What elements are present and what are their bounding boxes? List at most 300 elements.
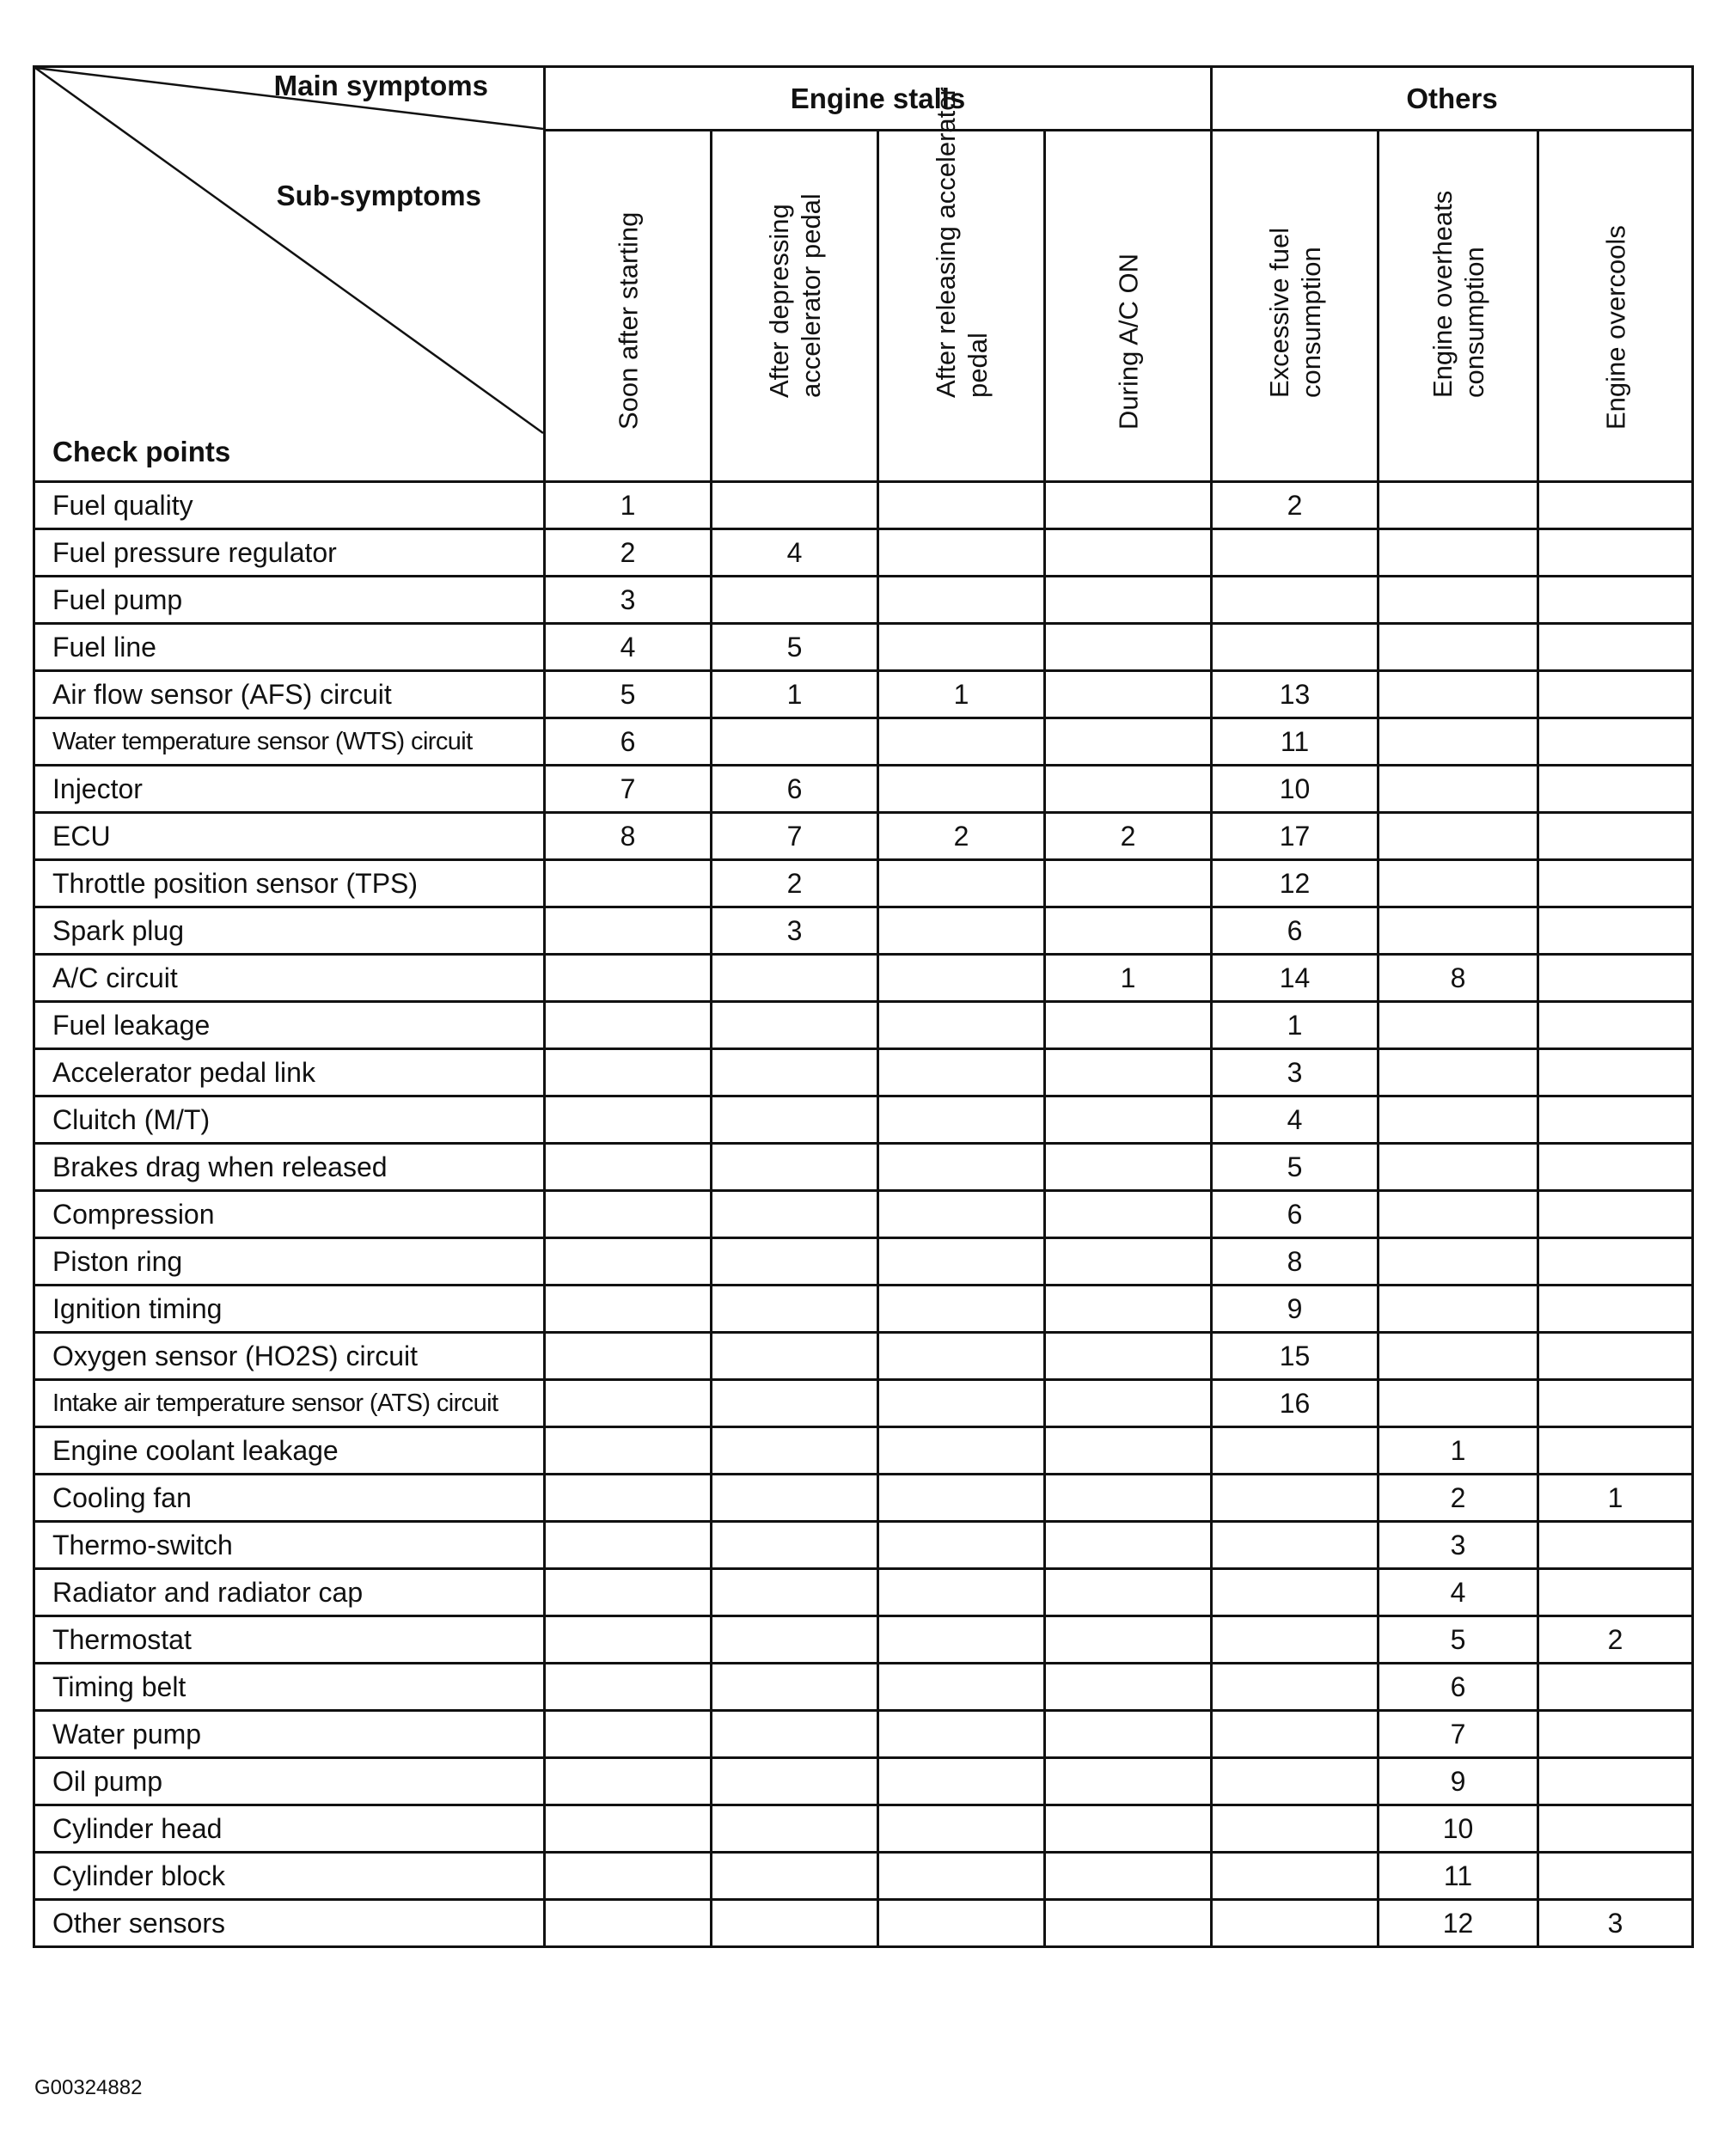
priority-cell bbox=[545, 1664, 712, 1711]
priority-cell bbox=[1212, 624, 1379, 671]
priority-cell bbox=[1379, 671, 1538, 718]
check-point-rows bbox=[34, 482, 1693, 1947]
priority-cell bbox=[1045, 1664, 1212, 1711]
priority-cell: 10 bbox=[1212, 766, 1379, 813]
subsymptom-label: After releasing accelerator pedal bbox=[930, 87, 993, 398]
priority-cell bbox=[1538, 1286, 1693, 1333]
priority-cell: 3 bbox=[1212, 1049, 1379, 1096]
priority-cell: 1 bbox=[1045, 955, 1212, 1002]
priority-cell bbox=[878, 482, 1045, 529]
priority-cell bbox=[1379, 860, 1538, 907]
table-row bbox=[34, 1616, 1693, 1664]
priority-cell: 1 bbox=[878, 671, 1045, 718]
priority-cell bbox=[878, 577, 1045, 624]
priority-cell: 7 bbox=[545, 766, 712, 813]
priority-cell bbox=[1538, 718, 1693, 766]
priority-cell: 1 bbox=[1212, 1002, 1379, 1049]
priority-cell bbox=[1538, 1049, 1693, 1096]
priority-cell bbox=[1379, 813, 1538, 860]
subsymptom-label: After depressing accelerator pedal bbox=[763, 193, 826, 398]
check-point-label: Engine coolant leakage bbox=[34, 1427, 545, 1475]
priority-cell bbox=[1045, 1427, 1212, 1475]
table-row bbox=[34, 718, 1693, 766]
priority-cell bbox=[545, 1333, 712, 1380]
priority-cell bbox=[878, 1522, 1045, 1569]
priority-cell bbox=[1538, 1002, 1693, 1049]
priority-cell bbox=[712, 955, 878, 1002]
priority-cell bbox=[878, 1096, 1045, 1144]
priority-cell bbox=[1379, 1002, 1538, 1049]
check-points-label: Check points bbox=[52, 436, 231, 467]
priority-cell bbox=[1212, 1475, 1379, 1522]
subsymptom-header bbox=[545, 131, 712, 482]
priority-cell bbox=[1538, 1711, 1693, 1758]
priority-cell: 14 bbox=[1212, 955, 1379, 1002]
symptom-check-table bbox=[33, 65, 1694, 1948]
check-point-label: Injector bbox=[34, 766, 545, 813]
priority-cell bbox=[545, 1144, 712, 1191]
priority-cell bbox=[1379, 907, 1538, 955]
priority-cell: 8 bbox=[545, 813, 712, 860]
priority-cell bbox=[1538, 1380, 1693, 1427]
check-point-label: Water pump bbox=[34, 1711, 545, 1758]
priority-cell bbox=[878, 1333, 1045, 1380]
table-row bbox=[34, 1286, 1693, 1333]
priority-cell bbox=[878, 1758, 1045, 1805]
priority-cell bbox=[545, 1427, 712, 1475]
priority-cell bbox=[1538, 1096, 1693, 1144]
priority-cell bbox=[1045, 1191, 1212, 1238]
table-row bbox=[34, 1096, 1693, 1144]
priority-cell bbox=[878, 907, 1045, 955]
priority-cell bbox=[712, 1333, 878, 1380]
priority-cell bbox=[1045, 1569, 1212, 1616]
priority-cell bbox=[878, 1427, 1045, 1475]
priority-cell: 1 bbox=[545, 482, 712, 529]
priority-cell bbox=[878, 1286, 1045, 1333]
check-point-label: Fuel pump bbox=[34, 577, 545, 624]
priority-cell: 8 bbox=[1379, 955, 1538, 1002]
table-row bbox=[34, 1569, 1693, 1616]
priority-cell bbox=[1212, 577, 1379, 624]
priority-cell bbox=[1379, 482, 1538, 529]
priority-cell bbox=[712, 577, 878, 624]
priority-cell: 3 bbox=[545, 577, 712, 624]
table-row bbox=[34, 1900, 1693, 1947]
priority-cell bbox=[545, 955, 712, 1002]
priority-cell bbox=[1045, 1380, 1212, 1427]
priority-cell bbox=[1538, 1758, 1693, 1805]
check-point-label: Radiator and radiator cap bbox=[34, 1569, 545, 1616]
check-point-label: Ignition timing bbox=[34, 1286, 545, 1333]
priority-cell bbox=[878, 1144, 1045, 1191]
priority-cell bbox=[545, 1758, 712, 1805]
subsymptom-header bbox=[1379, 131, 1538, 482]
priority-cell bbox=[545, 1569, 712, 1616]
priority-cell: 12 bbox=[1212, 860, 1379, 907]
check-point-label: Timing belt bbox=[34, 1664, 545, 1711]
priority-cell bbox=[1045, 1900, 1212, 1947]
priority-cell: 6 bbox=[712, 766, 878, 813]
priority-cell bbox=[1538, 1853, 1693, 1900]
check-point-label: ECU bbox=[34, 813, 545, 860]
table-row bbox=[34, 1853, 1693, 1900]
check-point-label: Fuel quality bbox=[34, 482, 545, 529]
priority-cell: 7 bbox=[1379, 1711, 1538, 1758]
priority-cell bbox=[1379, 1049, 1538, 1096]
priority-cell bbox=[712, 1569, 878, 1616]
priority-cell bbox=[712, 1616, 878, 1664]
priority-cell: 4 bbox=[1379, 1569, 1538, 1616]
subsymptom-header bbox=[712, 131, 878, 482]
check-point-label: Cluitch (M/T) bbox=[34, 1096, 545, 1144]
priority-cell: 8 bbox=[1212, 1238, 1379, 1286]
table-row bbox=[34, 813, 1693, 860]
subsymptom-header bbox=[1538, 131, 1693, 482]
priority-cell bbox=[1538, 482, 1693, 529]
priority-cell bbox=[878, 1049, 1045, 1096]
priority-cell: 15 bbox=[1212, 1333, 1379, 1380]
priority-cell bbox=[1538, 1238, 1693, 1286]
priority-cell bbox=[1212, 1805, 1379, 1853]
priority-cell: 7 bbox=[712, 813, 878, 860]
check-point-label: Oil pump bbox=[34, 1758, 545, 1805]
table-row bbox=[34, 624, 1693, 671]
sub-symptoms-label: Sub-symptoms bbox=[276, 180, 481, 211]
priority-cell bbox=[1045, 1002, 1212, 1049]
check-point-label: Water temperature sensor (WTS) circuit bbox=[34, 718, 545, 766]
priority-cell: 2 bbox=[878, 813, 1045, 860]
priority-cell bbox=[1538, 529, 1693, 577]
priority-cell bbox=[545, 907, 712, 955]
priority-cell: 4 bbox=[545, 624, 712, 671]
priority-cell bbox=[712, 1049, 878, 1096]
priority-cell bbox=[545, 1049, 712, 1096]
corner-diagonals bbox=[35, 68, 543, 480]
check-point-label: Cylinder block bbox=[34, 1853, 545, 1900]
priority-cell bbox=[712, 718, 878, 766]
priority-cell bbox=[1538, 1333, 1693, 1380]
priority-cell bbox=[1045, 1522, 1212, 1569]
priority-cell bbox=[878, 1616, 1045, 1664]
priority-cell: 1 bbox=[712, 671, 878, 718]
priority-cell: 16 bbox=[1212, 1380, 1379, 1427]
table-row bbox=[34, 1238, 1693, 1286]
table-row bbox=[34, 1664, 1693, 1711]
priority-cell: 2 bbox=[1212, 482, 1379, 529]
table-row bbox=[34, 1144, 1693, 1191]
table-row bbox=[34, 577, 1693, 624]
priority-cell bbox=[878, 860, 1045, 907]
priority-cell bbox=[545, 860, 712, 907]
priority-cell: 11 bbox=[1212, 718, 1379, 766]
priority-cell bbox=[878, 1569, 1045, 1616]
priority-cell bbox=[712, 1096, 878, 1144]
priority-cell bbox=[1212, 1427, 1379, 1475]
priority-cell bbox=[1212, 1569, 1379, 1616]
priority-cell bbox=[1045, 860, 1212, 907]
priority-cell bbox=[1212, 529, 1379, 577]
priority-cell bbox=[1538, 624, 1693, 671]
priority-cell bbox=[878, 955, 1045, 1002]
priority-cell bbox=[1538, 1522, 1693, 1569]
priority-cell bbox=[1538, 1664, 1693, 1711]
priority-cell bbox=[545, 1616, 712, 1664]
group-header-engine-stalls: Engine stalls bbox=[545, 67, 1212, 131]
priority-cell bbox=[1045, 1711, 1212, 1758]
priority-cell bbox=[1379, 1333, 1538, 1380]
priority-cell bbox=[1045, 1286, 1212, 1333]
table-row bbox=[34, 907, 1693, 955]
priority-cell bbox=[712, 1758, 878, 1805]
check-point-label: A/C circuit bbox=[34, 955, 545, 1002]
priority-cell bbox=[712, 1002, 878, 1049]
priority-cell bbox=[545, 1286, 712, 1333]
priority-cell bbox=[545, 1900, 712, 1947]
priority-cell bbox=[712, 1238, 878, 1286]
priority-cell bbox=[545, 1711, 712, 1758]
subsymptom-header bbox=[878, 87, 1045, 482]
priority-cell bbox=[1538, 907, 1693, 955]
priority-cell bbox=[878, 1853, 1045, 1900]
check-point-label: Oxygen sensor (HO2S) circuit bbox=[34, 1333, 545, 1380]
check-point-label: Cooling fan bbox=[34, 1475, 545, 1522]
priority-cell: 6 bbox=[1212, 907, 1379, 955]
priority-cell: 12 bbox=[1379, 1900, 1538, 1947]
priority-cell bbox=[712, 1475, 878, 1522]
main-symptoms-label: Main symptoms bbox=[273, 70, 488, 101]
priority-cell: 4 bbox=[1212, 1096, 1379, 1144]
check-point-label: Piston ring bbox=[34, 1238, 545, 1286]
priority-cell bbox=[1045, 671, 1212, 718]
priority-cell bbox=[1045, 482, 1212, 529]
priority-cell bbox=[712, 1380, 878, 1427]
symptom-table-sheet bbox=[33, 65, 1691, 1948]
priority-cell bbox=[1379, 1238, 1538, 1286]
priority-cell bbox=[878, 766, 1045, 813]
priority-cell: 6 bbox=[1212, 1191, 1379, 1238]
table-row bbox=[34, 860, 1693, 907]
table-row bbox=[34, 529, 1693, 577]
check-point-label: Throttle position sensor (TPS) bbox=[34, 860, 545, 907]
subsymptom-label: Engine overheats consumption bbox=[1427, 190, 1489, 398]
priority-cell bbox=[878, 529, 1045, 577]
priority-cell bbox=[545, 1238, 712, 1286]
subsymptom-header bbox=[1045, 131, 1212, 482]
priority-cell bbox=[1045, 1616, 1212, 1664]
check-point-label: Compression bbox=[34, 1191, 545, 1238]
priority-cell bbox=[1212, 1522, 1379, 1569]
priority-cell bbox=[1212, 1900, 1379, 1947]
subsymptom-label: Excessive fuel consumption bbox=[1263, 227, 1326, 398]
priority-cell: 5 bbox=[545, 671, 712, 718]
priority-cell bbox=[1045, 1238, 1212, 1286]
priority-cell bbox=[1045, 1475, 1212, 1522]
priority-cell bbox=[712, 1286, 878, 1333]
priority-cell bbox=[1212, 1664, 1379, 1711]
priority-cell: 13 bbox=[1212, 671, 1379, 718]
priority-cell bbox=[1045, 1853, 1212, 1900]
priority-cell bbox=[1379, 577, 1538, 624]
priority-cell bbox=[1379, 1096, 1538, 1144]
priority-cell bbox=[1045, 529, 1212, 577]
priority-cell bbox=[545, 1853, 712, 1900]
priority-cell bbox=[545, 1380, 712, 1427]
table-row bbox=[34, 671, 1693, 718]
priority-cell bbox=[1045, 624, 1212, 671]
group-header-others: Others bbox=[1212, 67, 1693, 131]
priority-cell bbox=[878, 1238, 1045, 1286]
priority-cell bbox=[1538, 813, 1693, 860]
priority-cell bbox=[878, 1002, 1045, 1049]
priority-cell: 17 bbox=[1212, 813, 1379, 860]
priority-cell bbox=[878, 1664, 1045, 1711]
check-point-label: Brakes drag when released bbox=[34, 1144, 545, 1191]
table-row bbox=[34, 1191, 1693, 1238]
priority-cell bbox=[545, 1002, 712, 1049]
priority-cell bbox=[1538, 1427, 1693, 1475]
priority-cell bbox=[878, 718, 1045, 766]
priority-cell bbox=[1212, 1758, 1379, 1805]
check-point-label: Fuel leakage bbox=[34, 1002, 545, 1049]
table-row bbox=[34, 1522, 1693, 1569]
priority-cell: 5 bbox=[1212, 1144, 1379, 1191]
priority-cell: 2 bbox=[1045, 813, 1212, 860]
priority-cell bbox=[1538, 577, 1693, 624]
priority-cell bbox=[878, 1191, 1045, 1238]
table-row bbox=[34, 1333, 1693, 1380]
priority-cell bbox=[545, 1805, 712, 1853]
figure-code: G00324882 bbox=[34, 2076, 143, 2099]
priority-cell bbox=[712, 1711, 878, 1758]
priority-cell: 5 bbox=[712, 624, 878, 671]
priority-cell bbox=[1045, 1333, 1212, 1380]
corner-header bbox=[34, 67, 545, 482]
priority-cell bbox=[712, 1900, 878, 1947]
priority-cell: 3 bbox=[1538, 1900, 1693, 1947]
priority-cell bbox=[1379, 1286, 1538, 1333]
priority-cell bbox=[1045, 1144, 1212, 1191]
priority-cell bbox=[712, 1805, 878, 1853]
priority-cell bbox=[878, 1711, 1045, 1758]
subsymptom-header bbox=[1212, 131, 1379, 482]
priority-cell bbox=[1045, 907, 1212, 955]
priority-cell bbox=[878, 1805, 1045, 1853]
check-point-label: Fuel line bbox=[34, 624, 545, 671]
priority-cell bbox=[1045, 1758, 1212, 1805]
priority-cell bbox=[1538, 860, 1693, 907]
priority-cell bbox=[1379, 624, 1538, 671]
priority-cell bbox=[712, 1191, 878, 1238]
priority-cell: 9 bbox=[1212, 1286, 1379, 1333]
table-row bbox=[34, 1475, 1693, 1522]
table-row bbox=[34, 482, 1693, 529]
priority-cell: 6 bbox=[545, 718, 712, 766]
priority-cell bbox=[545, 1522, 712, 1569]
priority-cell bbox=[1538, 955, 1693, 1002]
priority-cell bbox=[712, 1144, 878, 1191]
priority-cell: 2 bbox=[545, 529, 712, 577]
check-point-label: Spark plug bbox=[34, 907, 545, 955]
check-point-label: Other sensors bbox=[34, 1900, 545, 1947]
priority-cell bbox=[878, 1380, 1045, 1427]
priority-cell bbox=[878, 1475, 1045, 1522]
priority-cell bbox=[878, 1900, 1045, 1947]
priority-cell bbox=[1538, 1191, 1693, 1238]
priority-cell: 2 bbox=[1379, 1475, 1538, 1522]
table-row bbox=[34, 1380, 1693, 1427]
priority-cell bbox=[712, 1427, 878, 1475]
priority-cell bbox=[1045, 1805, 1212, 1853]
table-row bbox=[34, 1758, 1693, 1805]
priority-cell bbox=[1379, 1191, 1538, 1238]
priority-cell bbox=[1212, 1711, 1379, 1758]
priority-cell bbox=[712, 1853, 878, 1900]
priority-cell: 1 bbox=[1379, 1427, 1538, 1475]
priority-cell bbox=[1045, 766, 1212, 813]
table-row bbox=[34, 766, 1693, 813]
priority-cell: 2 bbox=[712, 860, 878, 907]
table-row bbox=[34, 1711, 1693, 1758]
priority-cell bbox=[1212, 1853, 1379, 1900]
table-row bbox=[34, 955, 1693, 1002]
priority-cell bbox=[1045, 1096, 1212, 1144]
priority-cell: 4 bbox=[712, 529, 878, 577]
table-row bbox=[34, 1049, 1693, 1096]
priority-cell bbox=[1379, 529, 1538, 577]
check-point-label: Fuel pressure regulator bbox=[34, 529, 545, 577]
check-point-label: Thermo-switch bbox=[34, 1522, 545, 1569]
priority-cell bbox=[1379, 1144, 1538, 1191]
priority-cell bbox=[1212, 1616, 1379, 1664]
check-point-label: Intake air temperature sensor (ATS) circuit bbox=[34, 1380, 545, 1427]
priority-cell bbox=[1538, 1569, 1693, 1616]
priority-cell bbox=[1538, 1144, 1693, 1191]
subsymptom-label: Soon after starting bbox=[613, 211, 643, 430]
priority-cell bbox=[1538, 671, 1693, 718]
priority-cell: 10 bbox=[1379, 1805, 1538, 1853]
priority-cell bbox=[1045, 718, 1212, 766]
priority-cell bbox=[712, 1664, 878, 1711]
priority-cell bbox=[1538, 1805, 1693, 1853]
priority-cell bbox=[1045, 1049, 1212, 1096]
priority-cell: 11 bbox=[1379, 1853, 1538, 1900]
priority-cell bbox=[1379, 718, 1538, 766]
check-point-label: Accelerator pedal link bbox=[34, 1049, 545, 1096]
table-row bbox=[34, 1805, 1693, 1853]
priority-cell bbox=[545, 1096, 712, 1144]
subsymptom-label: Engine overcools bbox=[1600, 225, 1630, 430]
subsymptom-label: During A/C ON bbox=[1113, 253, 1143, 430]
priority-cell: 2 bbox=[1538, 1616, 1693, 1664]
check-point-label: Thermostat bbox=[34, 1616, 545, 1664]
priority-cell bbox=[712, 1522, 878, 1569]
priority-cell bbox=[1045, 577, 1212, 624]
priority-cell: 3 bbox=[1379, 1522, 1538, 1569]
priority-cell bbox=[1538, 766, 1693, 813]
table-row bbox=[34, 1427, 1693, 1475]
priority-cell: 6 bbox=[1379, 1664, 1538, 1711]
priority-cell bbox=[712, 482, 878, 529]
priority-cell bbox=[1379, 1380, 1538, 1427]
priority-cell: 1 bbox=[1538, 1475, 1693, 1522]
priority-cell bbox=[545, 1475, 712, 1522]
table-row bbox=[34, 1002, 1693, 1049]
check-point-label: Air flow sensor (AFS) circuit bbox=[34, 671, 545, 718]
priority-cell: 5 bbox=[1379, 1616, 1538, 1664]
check-point-label: Cylinder head bbox=[34, 1805, 545, 1853]
priority-cell bbox=[545, 1191, 712, 1238]
